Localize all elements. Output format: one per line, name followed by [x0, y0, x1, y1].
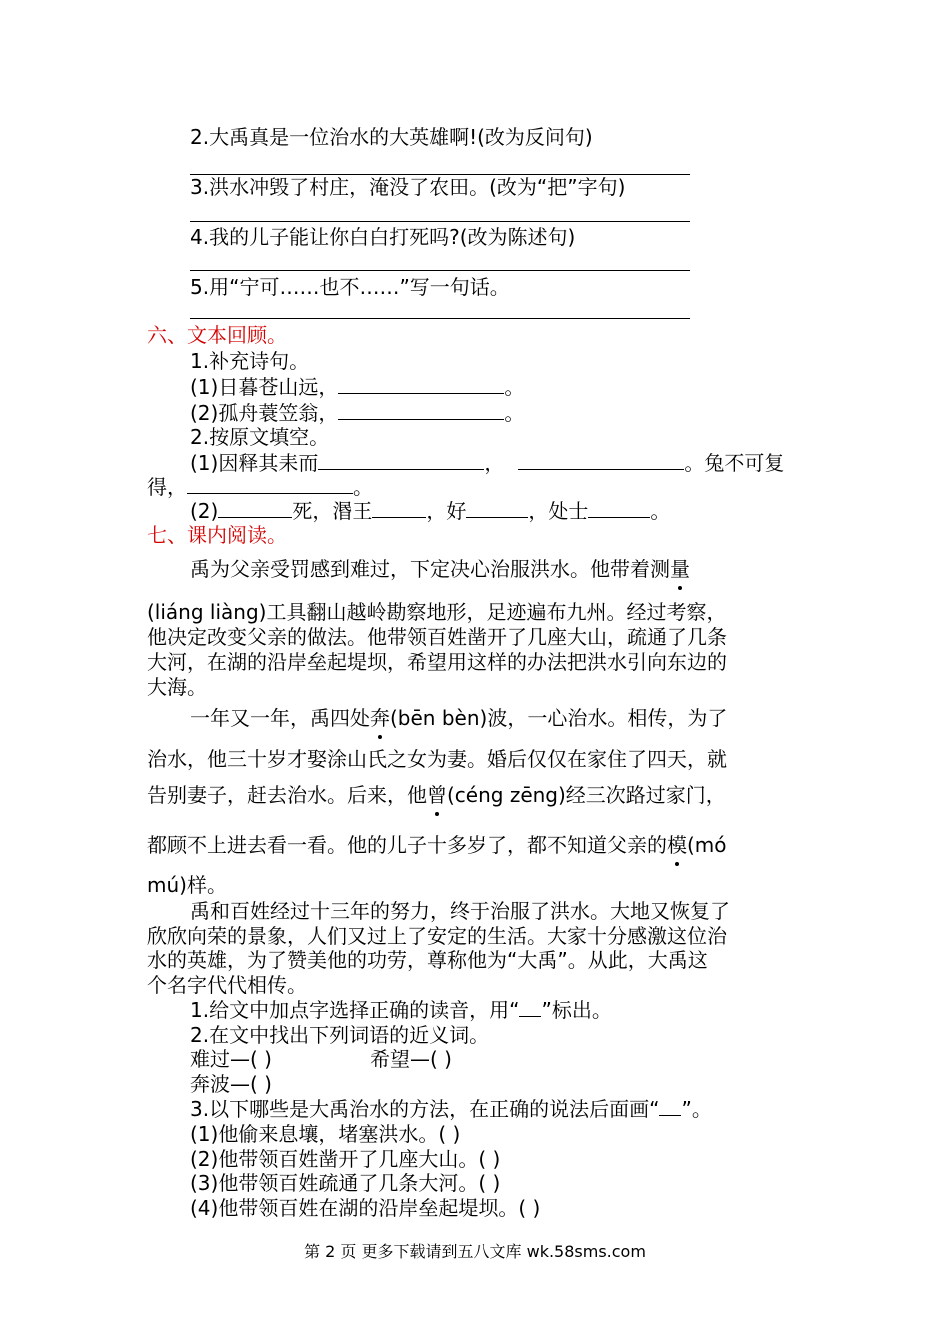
- fill-blank[interactable]: [318, 451, 484, 470]
- period: 。: [504, 375, 525, 399]
- section-7-heading: 七、课内阅读。: [147, 523, 287, 547]
- question-4: 4.我的儿子能让你白白打死吗?(改为陈述句): [190, 225, 576, 249]
- period: 。: [504, 401, 525, 425]
- passage-line: 水的英雄，为了赞美他的功劳，尊称他为“大禹”。从此，大禹这: [147, 948, 708, 972]
- text: 3.以下哪些是大禹治水的方法，在正确的说法后面画“: [190, 1097, 660, 1121]
- passage-line: 治水，他三十岁才娶涂山氏之女为妻。婚后仅仅在家住了四天，就: [147, 747, 727, 771]
- poem-line-text: (1)日暮苍山远，: [190, 375, 339, 399]
- page-footer: 第 2 页 更多下载请到五八文库 wk.58sms.com: [304, 1242, 646, 1261]
- answer-line[interactable]: [190, 270, 690, 271]
- fill-text: (2): [190, 499, 219, 523]
- text: 禹为父亲受罚感到难过，下定决心治服洪水。他带着测: [190, 557, 670, 581]
- s6-item-1: 1.补充诗句。: [190, 349, 310, 373]
- fill-text: ，好: [426, 499, 467, 523]
- comma: ，: [484, 451, 505, 475]
- s6-fill-1-cont: [147, 474, 373, 500]
- text: 都顾不上进去看一看。他的儿子十多岁了，都不知道父亲的: [147, 833, 667, 857]
- fill-blank[interactable]: [372, 499, 426, 518]
- question-2: 2.大禹真是一位治水的大英雄啊!(改为反问句): [190, 125, 593, 149]
- passage-line: [147, 832, 727, 858]
- period: 。: [353, 475, 373, 499]
- passage-line: [147, 782, 726, 808]
- underline-mark: [519, 998, 541, 1017]
- fill-blank[interactable]: [338, 375, 504, 394]
- text: 一年又一年，禹四处: [190, 706, 370, 730]
- s6-fill-2: [190, 498, 670, 524]
- synonym-xiwang[interactable]: 希望—( ): [370, 1047, 452, 1071]
- s7-question-2: 2.在文中找出下列词语的近义词。: [190, 1023, 490, 1047]
- answer-line[interactable]: [190, 221, 690, 222]
- passage-line: 禹和百姓经过十三年的努力，终于治服了洪水。大地又恢复了: [190, 899, 730, 923]
- answer-line[interactable]: [190, 318, 690, 319]
- passage-line: [190, 556, 690, 582]
- question-3: 3.洪水冲毁了村庄，淹没了农田。(改为“把”字句): [190, 175, 626, 199]
- s7-question-3: [190, 1096, 712, 1122]
- passage-line: 大河，在湖的沿岸垒起堤坝，希望用这样的办法把洪水引向东边的: [147, 650, 727, 674]
- text: (bēn bèn)波，一心治水。相传，为了: [390, 706, 728, 730]
- fill-text: 。兔不可复: [684, 451, 785, 475]
- passage-line: (liáng liàng)工具翻山越岭勘察地形，足迹遍布九州。经过考察，: [147, 600, 727, 624]
- passage-line: [190, 705, 727, 731]
- dotted-char: 量: [670, 557, 690, 581]
- text: 告别妻子，赶去治水。后来，他: [147, 783, 427, 807]
- text: 1.给文中加点字选择正确的读音，用“: [190, 998, 520, 1022]
- fill-blank[interactable]: [588, 499, 650, 518]
- synonym-nanguo[interactable]: 难过—( ): [190, 1047, 272, 1071]
- fill-blank[interactable]: [218, 499, 292, 518]
- dotted-char: 模: [667, 833, 687, 857]
- underline-mark: [659, 1097, 681, 1116]
- s6-poem-1: [190, 374, 524, 400]
- option-2[interactable]: (2)他带领百姓凿开了几座大山。( ): [190, 1147, 501, 1171]
- passage-line: mú)样。: [147, 873, 227, 897]
- text: (mó: [687, 833, 727, 857]
- fill-text: 死，湣王: [292, 499, 373, 523]
- passage-line: 他决定改变父亲的做法。他带领百姓凿开了几座大山，疏通了几条: [147, 625, 727, 649]
- text: (céng zēng)经三次路过家门，: [447, 783, 726, 807]
- s6-poem-2: [190, 400, 524, 426]
- fill-text: (1)因释其耒而: [190, 451, 319, 475]
- passage-line: 大海。: [147, 675, 207, 699]
- passage-line: 个名字代代相传。: [147, 973, 307, 997]
- text: ”。: [681, 1097, 712, 1121]
- passage-line: 欣欣向荣的景象，人们又过上了安定的生活。大家十分感激这位治: [147, 924, 727, 948]
- option-4[interactable]: (4)他带领百姓在湖的沿岸垒起堤坝。( ): [190, 1196, 541, 1220]
- section-6-heading: 六、文本回顾。: [147, 323, 287, 347]
- fill-blank[interactable]: [466, 499, 528, 518]
- s7-question-1: [190, 997, 612, 1023]
- fill-blank[interactable]: [518, 451, 684, 470]
- s6-fill-1: [190, 450, 784, 476]
- s6-item-2: 2.按原文填空。: [190, 425, 330, 449]
- dotted-char: 曾: [427, 783, 447, 807]
- fill-text: 得，: [147, 475, 187, 499]
- fill-text: ，处士: [528, 499, 589, 523]
- dotted-char: 奔: [370, 706, 390, 730]
- option-1[interactable]: (1)他偷来息壤，堵塞洪水。( ): [190, 1122, 461, 1146]
- option-3[interactable]: (3)他带领百姓疏通了几条大河。( ): [190, 1171, 501, 1195]
- fill-blank[interactable]: [187, 475, 353, 494]
- question-5: 5.用“宁可……也不……”写一句话。: [190, 275, 510, 299]
- poem-line-text: (2)孤舟蓑笠翁，: [190, 401, 339, 425]
- synonym-benbo[interactable]: 奔波—( ): [190, 1072, 272, 1096]
- text: ”标出。: [541, 998, 612, 1022]
- fill-blank[interactable]: [338, 401, 504, 420]
- period: 。: [650, 499, 671, 523]
